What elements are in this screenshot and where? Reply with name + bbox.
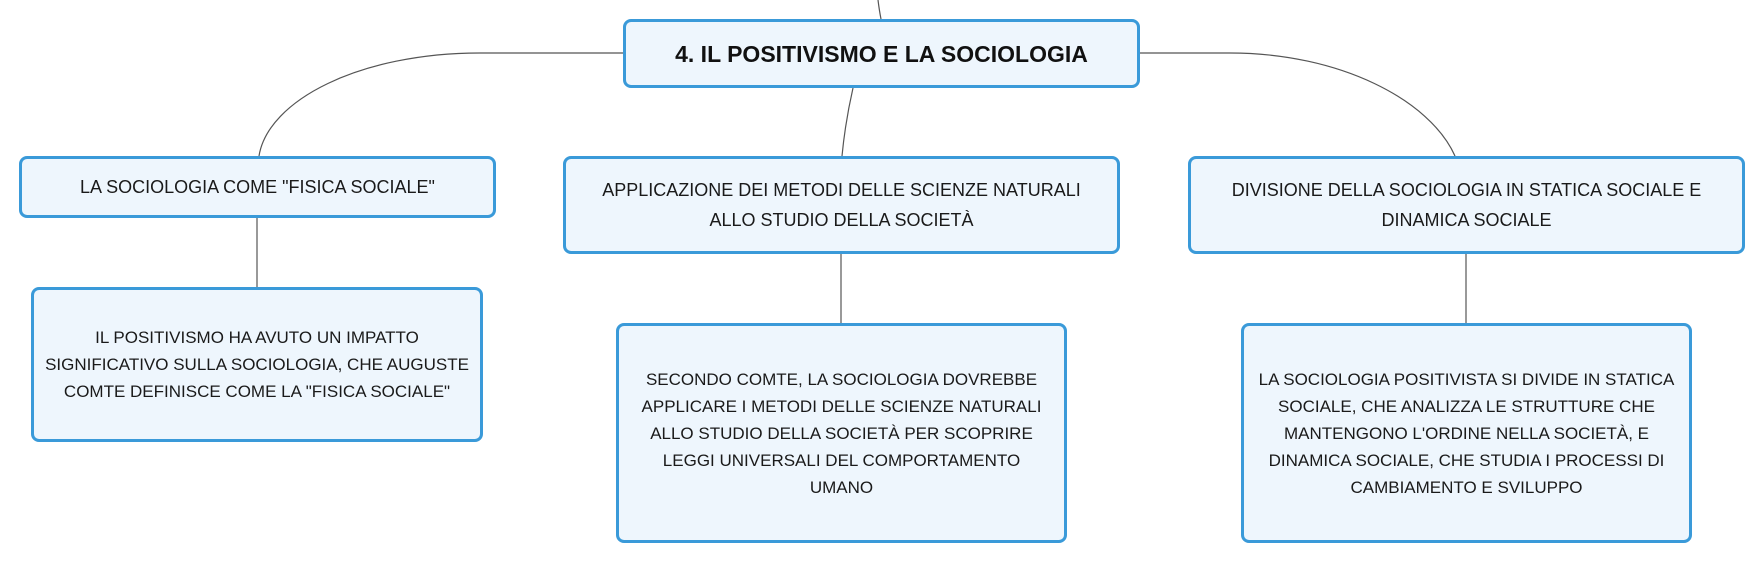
branch-label: DIVISIONE DELLA SOCIOLOGIA IN STATICA SOCIALE E DINAMICA SOCIALE [1231, 180, 1702, 230]
detail-text: LA SOCIOLOGIA POSITIVISTA SI DIVIDE IN STATICA SOCIALE, CHE ANALIZZA LE STRUTTURE CHE MANTENGONO L'ORDINE NELLA SOCIETÀ, E DINAMICA SOCIALE, CHE STUDIA I PROCESSI DI CAMBIAMENTO E SVILUPPO [1258, 369, 1675, 497]
root-topic-node[interactable] [623, 19, 1140, 88]
connector-parent-to-root [878, 0, 881, 19]
connector-root-to-branch-2 [842, 88, 853, 156]
branch-label: LA SOCIOLOGIA COME "FISICA SOCIALE" [80, 177, 435, 197]
detail-node-metodi-scienze-naturali[interactable] [616, 323, 1067, 543]
connector-root-to-branch-3 [1140, 53, 1455, 156]
branch-node-fisica-sociale[interactable] [19, 156, 496, 218]
detail-text: IL POSITIVISMO HA AVUTO UN IMPATTO SIGNIFICATIVO SULLA SOCIOLOGIA, CHE AUGUSTE COMTE DEFINISCE COME LA "FISICA SOCIALE" [45, 328, 469, 401]
detail-text: SECONDO COMTE, LA SOCIOLOGIA DOVREBBE APPLICARE I METODI DELLE SCIENZE NATURALI ALLO STUDIO DELLA SOCIETÀ PER SCOPRIRE LEGGI UNIVERSALI DEL COMPORTAMENTO UMANO [641, 369, 1042, 497]
root-topic-label: 4. IL POSITIVISMO E LA SOCIOLOGIA [675, 40, 1088, 67]
detail-node-statica-dinamica[interactable] [1241, 323, 1692, 543]
detail-node-fisica-sociale[interactable] [31, 287, 483, 442]
branch-label: APPLICAZIONE DEI METODI DELLE SCIENZE NATURALI ALLO STUDIO DELLA SOCIETÀ [602, 180, 1081, 230]
branch-node-metodi-scienze-naturali[interactable] [563, 156, 1120, 254]
branch-node-statica-dinamica[interactable] [1188, 156, 1745, 254]
connector-root-to-branch-1 [259, 53, 623, 156]
